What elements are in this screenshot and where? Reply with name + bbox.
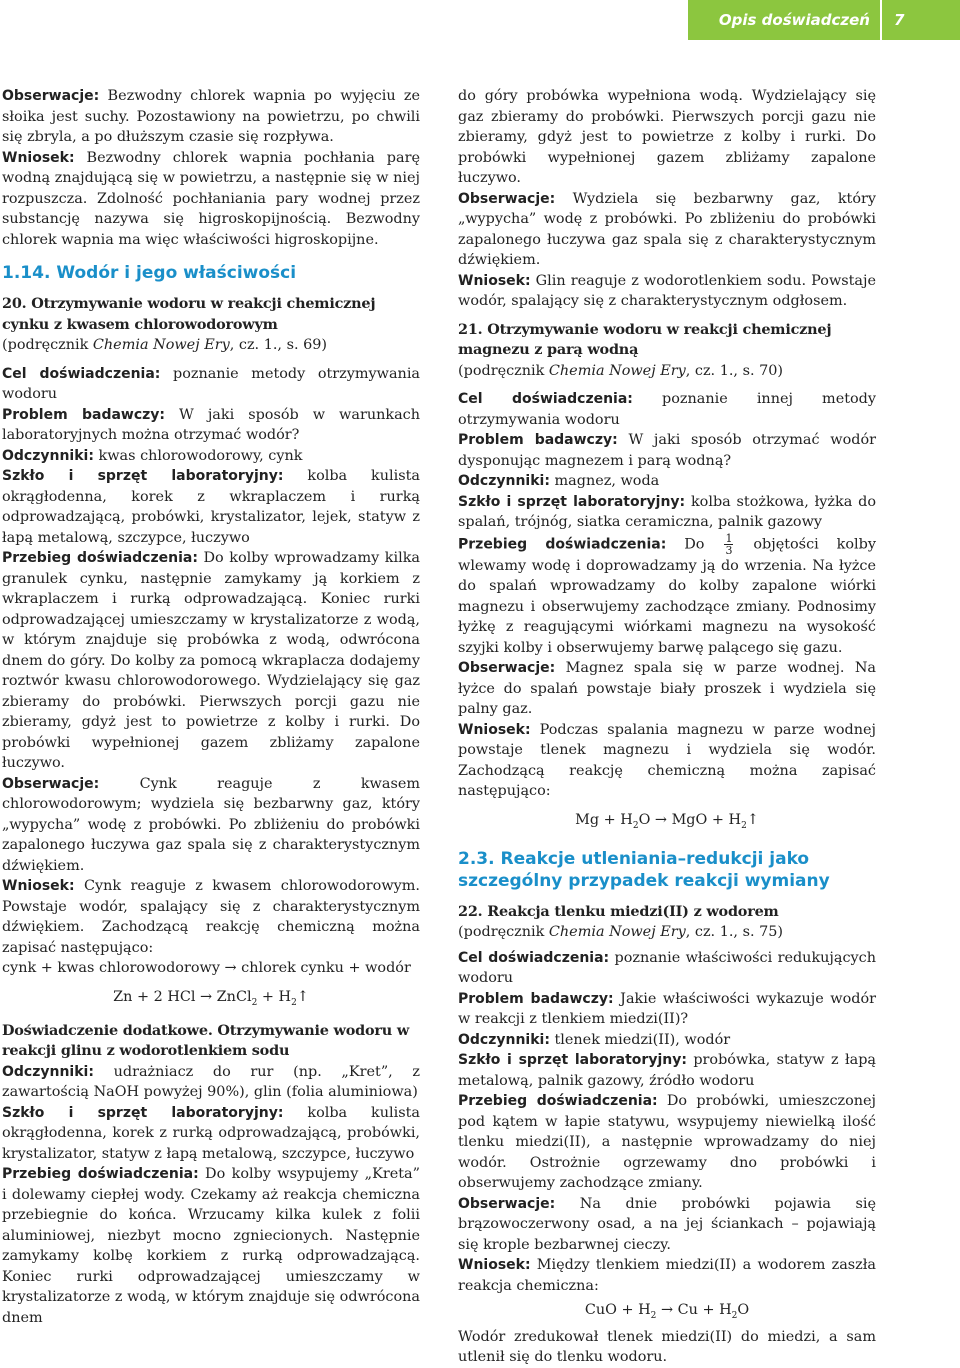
reagents-22-paragraph	[458, 1030, 876, 1051]
reference-book: Chemia Nowej Ery	[548, 362, 686, 379]
equation-subscript: 2	[251, 997, 258, 1008]
procedure-label: Przebieg doświadczenia:	[2, 550, 198, 566]
equation-part: → Cu + H	[656, 1302, 732, 1319]
equation-part: CuO + H	[584, 1302, 651, 1319]
observation-22-label: Obserwacje:	[458, 1195, 556, 1212]
fraction-numerator: 1	[725, 531, 733, 545]
aim-paragraph	[2, 364, 420, 405]
conclusion-22-paragraph	[458, 1255, 876, 1296]
procedure-paragraph	[458, 533, 876, 659]
equation-part: Zn + 2 HCl → ZnCl	[113, 988, 252, 1005]
reference-prefix: (podręcznik	[458, 362, 549, 379]
reagents-22-label: Odczynniki:	[458, 1031, 550, 1048]
extra-reagents-label: Odczynniki:	[2, 1063, 94, 1080]
experiment-20-reference	[2, 335, 420, 356]
section-heading-hydrogen: 1.14. Wodór i jego właściwości	[2, 263, 297, 283]
experiment-22-reference	[458, 922, 876, 943]
equation-part: O → MgO + H	[638, 811, 742, 828]
extra-equipment-paragraph	[2, 1103, 420, 1165]
conclusion-2-paragraph	[2, 876, 420, 958]
observation-text: Bezwodny chlorek wapnia po wyjęciu ze słoika jest suchy. Pozostawiony na powietrzu, po chwili się zbryla, a po dłuższym czasie się rozpływa.	[2, 88, 420, 145]
conclusion-2-text: Cynk reaguje z kwasem chlorowodorowym. Powstaje wodór, spalający się z charakterystycznym dźwiękiem. Zachodzącą reakcję chemiczną można zapisać następująco:	[2, 878, 420, 956]
equipment-text: kolba kulista okrągłodenna, korek z wkraplaczem i rurką odprowadzającą, probówki, krystalizator, lejek, statyw z łapą metalową, szczypce, łuczywo	[2, 468, 420, 546]
reference-suffix: , cz. 1., s. 75)	[685, 924, 784, 941]
word-equation: cynk + kwas chlorowodorowy → chlorek cynku + wodór	[2, 960, 411, 976]
observation-2-text: Magnez spala się w parze wodnej. Na łyżce do spalań powstaje biały proszek i wydziela się palny gaz.	[458, 660, 876, 717]
problem-22-text: Jakie właściwości wykazuje wodór w reakcji z tlenkiem miedzi(II)?	[458, 990, 877, 1028]
aim-label: Cel doświadczenia:	[2, 365, 161, 382]
equipment-text: kolba stożkowa, łyżka do spalań, trójnóg, siatka ceramiczna, palnik gazowy	[458, 493, 876, 530]
equation-part: + H	[257, 988, 292, 1005]
equation-subscript: 2	[741, 820, 747, 831]
observation-2-text: Cynk reaguje z kwasem chlorowodorowym; wydziela się bezbarwny gaz, który „wypycha” wodę z probówki. Po zbliżeniu do probówki zapalonego łuczywa gaz spala się z charakterystycznym dźwiękiem.	[2, 775, 420, 874]
reference-book: Chemia Nowej Ery	[548, 924, 686, 941]
aim-paragraph	[458, 389, 876, 430]
reference-book: Chemia Nowej Ery	[92, 337, 230, 353]
extra-equipment-text: kolba kulista okrągłodenna, korek z rurką odprowadzającą, probówki, krystalizator, statyw z łapą metalową, szczypce, łuczywo	[2, 1104, 420, 1162]
observation-2-label: Obserwacje:	[2, 775, 100, 792]
problem-22-label: Problem badawczy:	[458, 990, 614, 1007]
gas-arrow: ↑	[296, 988, 309, 1005]
observation-label: Obserwacje:	[2, 88, 100, 104]
equipment-paragraph	[458, 492, 876, 533]
extra-reagents-text: udrażniacz do rur (np. „Kret”, z zawartością NaOH powyżej 90%), glin (folia aluminiowa)	[2, 1063, 420, 1101]
conclusion-2-label: Wniosek:	[458, 721, 531, 738]
conclusion-text: Glin reaguje z wodorotlenkiem sodu. Powstaje wodór, spalający się z charakterystycznym odgłosem.	[458, 272, 876, 309]
extra-experiment-title: Doświadczenie dodatkowe. Otrzymywanie wodoru w reakcji glinu z wodorotlenkiem sodu	[2, 1021, 410, 1060]
conclusion-22-label: Wniosek:	[458, 1257, 531, 1274]
equation-part: Mg + H	[575, 811, 633, 828]
equipment-22-text: probówka, statyw z łapą metalową, palnik gazowy, źródło wodoru	[458, 1052, 876, 1089]
aim-22-label: Cel doświadczenia:	[458, 949, 610, 966]
chemical-equation-copper-oxide	[458, 1300, 876, 1326]
final-paragraph: Wodór zredukował tlenek miedzi(II) do miedzi, a sam utlenił się do tlenku wodoru.	[458, 1328, 876, 1366]
conclusion-2-label: Wniosek:	[2, 878, 75, 894]
problem-paragraph	[458, 430, 876, 471]
observation-paragraph	[2, 86, 420, 148]
aim-text: poznanie metody otrzymywania wodoru	[2, 365, 421, 402]
observation-2-label: Obserwacje:	[458, 660, 556, 676]
right-column	[458, 86, 876, 1368]
aim-label: Cel doświadczenia:	[458, 391, 633, 407]
reagents-label: Odczynniki:	[458, 473, 550, 489]
section-heading-redox: 2.3. Reakcje utleniania–redukcji jako szczególny przypadek reakcji wymiany	[458, 848, 830, 891]
header-title: Opis doświadczeń	[688, 0, 880, 40]
observation-22-paragraph	[458, 1194, 876, 1256]
reagents-text: magnez, woda	[549, 473, 660, 489]
extra-equipment-label: Szkło i sprzęt laboratoryjny:	[2, 1104, 284, 1121]
fraction-one-third	[724, 533, 733, 556]
procedure-text: Do kolby wprowadzamy kilka granulek cynku, następnie zamykamy ją korkiem z wkraplaczem i rurką odprowadzającą. Koniec rurki odprowadzającej umieszczamy w krystalizatorze z wodą, w którym znajduje się probówka z wodą, odwrócona dnem do góry. Do kolby za pomocą wkraplacza dodajemy roztwór kwasu chlorowodorowego. Wydzielający się gaz zbieramy do probówki. Pierwszych porcji gazu nie zbieramy, gdyż jest to powietrze z kolby i rurki. Do probówki wypełnionej gazem zbliżamy zapalone łuczywo.	[2, 550, 421, 771]
observation-text: Wydziela się bezbarwny gaz, który „wypycha” wodę z probówki. Po zbliżeniu do probówki zapalonego łuczywa gaz spala się z charakterystycznym dźwiękiem.	[458, 190, 876, 268]
experiment-21-title: 21. Otrzymywanie wodoru w reakcji chemicznej magnezu z parą wodną	[458, 320, 832, 358]
problem-text: W jaki sposób otrzymać wodór dysponując magnezem i parą wodną?	[458, 432, 876, 469]
experiment-21-reference	[458, 361, 876, 382]
reference-prefix: (podręcznik	[2, 337, 93, 353]
equipment-label: Szkło i sprzęt laboratoryjny:	[458, 493, 686, 510]
continued-text: do góry probówka wypełniona wodą. Wydzielający się gaz zbieramy do probówki. Pierwszych porcji gazu nie zbieramy, gdyż jest to powietrze z kolby i rurki. Do probówki wypełnionej gazem zbliżamy zapalone łuczywo.	[458, 88, 876, 186]
problem-text: W jaki sposób w warunkach laboratoryjnych można otrzymać wodór?	[2, 406, 421, 443]
experiment-22-title: 22. Reakcja tlenku miedzi(II) z wodorem	[458, 902, 779, 920]
reagents-paragraph	[2, 446, 420, 467]
extra-procedure-text: Do kolby wsypujemy „Kreta” i dolewamy ciepłej wody. Czekamy aż reakcja chemiczna przebiegnie do końca. Wrzucamy kilka kulek z folii aluminiowej, niezbyt mocno zgniecionych. Następnie zamykamy kolbę korkiem z rurką odprowadzającą. Koniec rurki odprowadzającej umieszczamy w krystalizatorze z wodą, w którym znajduje się odwrócona dnem	[2, 1166, 420, 1326]
chemical-equation-magnesium	[458, 810, 876, 836]
procedure-label: Przebieg doświadczenia:	[458, 536, 667, 552]
conclusion-paragraph	[2, 148, 420, 251]
procedure-22-label: Przebieg doświadczenia:	[458, 1093, 658, 1110]
page-number: 7	[882, 0, 960, 40]
observation-label: Obserwacje:	[458, 190, 556, 207]
problem-label: Problem badawczy:	[458, 432, 618, 448]
equipment-label: Szkło i sprzęt laboratoryjny:	[2, 468, 284, 484]
reagents-text: kwas chlorowodorowy, cynk	[93, 447, 303, 464]
observation-paragraph	[458, 189, 876, 271]
fraction-denominator: 3	[725, 543, 733, 557]
aim-22-paragraph	[458, 948, 876, 989]
gas-arrow: ↑	[746, 811, 759, 828]
procedure-22-text: Do probówki, umieszczonej pod kątem w łapie statywu, wsypujemy niewielką ilość tlenku miedzi(II), a następnie wprowadzamy do niej wodór. Ostrożnie ogrzewamy dno probówki i obserwujemy zachodzące zmiany.	[458, 1093, 877, 1192]
aim-22-text: poznanie właściwości redukujących wodoru	[458, 949, 876, 987]
observation-2-paragraph	[2, 774, 420, 877]
aim-text: poznanie innej metody otrzymywania wodoru	[458, 391, 876, 428]
equation-subscript: 2	[632, 820, 639, 831]
observation-2-paragraph	[458, 658, 876, 720]
conclusion-paragraph	[458, 271, 876, 312]
chemical-equation-zinc	[2, 987, 420, 1013]
conclusion-text: Bezwodny chlorek wapnia pochłania parę wodną znajdującą się w powietrzu, a następnie się w niej rozpuszcza. Zdolność pochłaniania pary wodnej przez substancję nazywa się higroskopijnością. Bezwodny chlorek wapnia ma więc właściwości higroskopijne.	[2, 149, 420, 248]
reagents-paragraph	[458, 471, 876, 492]
problem-paragraph	[2, 405, 420, 446]
procedure-text: objętości kolby wlewamy wodę i doprowadzamy ją do wrzenia. Na łyżce do spalań wprowadzamy do kolby zapalone wiórki magnezu i obserwujemy zachodzące zmiany. Podnosimy łyżkę z reagującymi wiórkami magnezu na wysokość szyjki kolby i obserwujemy barwę palącego się gazu.	[458, 536, 877, 656]
left-column	[2, 86, 420, 1328]
equipment-22-label: Szkło i sprzęt laboratoryjny:	[458, 1052, 687, 1069]
reference-prefix: (podręcznik	[458, 924, 549, 941]
procedure-22-paragraph	[458, 1091, 876, 1194]
equipment-22-paragraph	[458, 1050, 876, 1091]
equipment-paragraph	[2, 466, 420, 548]
equation-subscript: 2	[291, 997, 297, 1008]
equation-subscript: 2	[650, 1311, 657, 1322]
reference-suffix: , cz. 1., s. 70)	[685, 362, 784, 379]
observation-22-text: Na dnie probówki pojawia się brązowoczerwony osad, a na jej ściankach – pojawiają się krople bezbarwnej cieczy.	[458, 1195, 876, 1253]
equation-subscript: 2	[731, 1311, 738, 1322]
experiment-20-title: 20. Otrzymywanie wodoru w reakcji chemicznej cynku z kwasem chlorowodorowym	[2, 295, 376, 333]
conclusion-label: Wniosek:	[458, 272, 531, 289]
extra-reagents-paragraph	[2, 1062, 420, 1103]
problem-label: Problem badawczy:	[2, 406, 166, 423]
procedure-paragraph	[2, 548, 420, 774]
conclusion-2-text: Podczas spalania magnezu w parze wodnej powstaje tlenek magnezu i wydziela się wodór. Zachodzącą reakcję chemiczną można zapisać następująco:	[458, 721, 876, 799]
equation-part: O	[737, 1302, 750, 1319]
extra-procedure-paragraph	[2, 1164, 420, 1328]
conclusion-label: Wniosek:	[2, 149, 75, 166]
reagents-22-text: tlenek miedzi(II), wodór	[549, 1031, 731, 1048]
problem-22-paragraph	[458, 989, 876, 1030]
conclusion-2-paragraph	[458, 720, 876, 802]
procedure-prefix: Do	[666, 536, 723, 552]
reagents-label: Odczynniki:	[2, 447, 94, 464]
conclusion-22-text: Między tlenkiem miedzi(II) a wodorem zaszła reakcja chemiczna:	[458, 1257, 876, 1294]
extra-procedure-label: Przebieg doświadczenia:	[2, 1166, 199, 1183]
reference-suffix: , cz. 1., s. 69)	[229, 337, 328, 353]
